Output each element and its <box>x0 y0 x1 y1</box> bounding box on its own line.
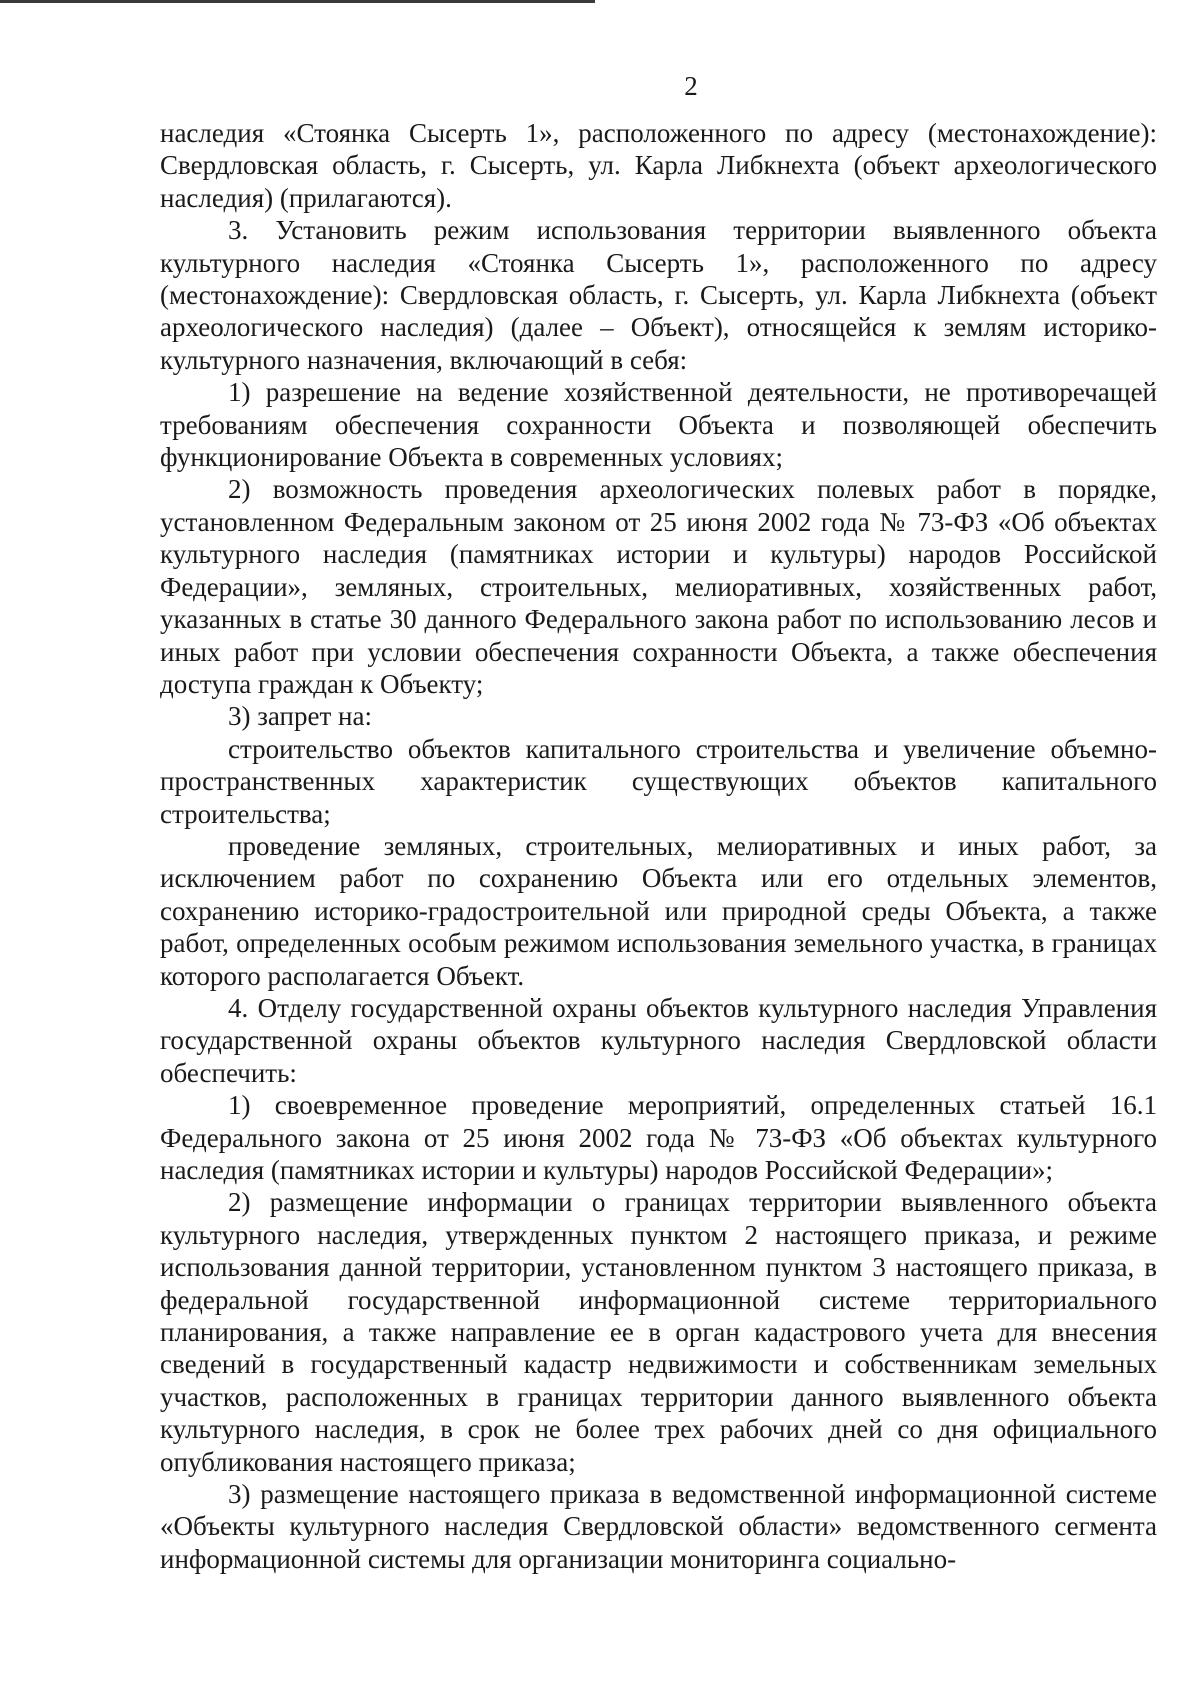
paragraph: 1) разрешение на ведение хозяйственной деятельности, не противоречащей требованиям обеспечения сохранности Объекта и позволяющей обеспечить функционирование Объекта в современных условиях; <box>160 377 1157 473</box>
paragraph: 2) размещение информации о границах территории выявленного объекта культурного наследия, утвержденных пунктом 2 настоящего приказа, и режиме использования данной территории, установленном пунктом 3 настоящего приказа, в федеральной государственной информационной системе территориального планирования, а также направление ее в орган кадастрового учета для внесения сведений в государственный кадастр недвижимости и собственникам земельных участков, расположенных в границах территории данного выявленного объекта культурного наследия, в срок не более трех рабочих дней со дня официального опубликования настоящего приказа; <box>160 1187 1157 1477</box>
document-body <box>160 117 1157 1575</box>
paragraph: строительство объектов капитального строительства и увеличение объемно-пространственных характеристик существующих объектов капитального строительства; <box>160 733 1157 829</box>
paragraph: проведение земляных, строительных, мелиоративных и иных работ, за исключением работ по сохранению Объекта или его отдельных элементов, сохранению историко-градостроительной или природной среды Объекта, а также работ, определенных особым режимом использования земельного участка, в границах которого располагается Объект. <box>160 830 1157 991</box>
paragraph: 1) своевременное проведение мероприятий, определенных статьей 16.1 Федерального закона от 25 июня 2002 года № 73-ФЗ «Об объектах культурного наследия (памятниках истории и культуры) народов Российской Федерации»; <box>160 1090 1157 1185</box>
scan-top-edge-line <box>0 0 595 3</box>
page-number: 2 <box>684 71 698 101</box>
paragraph: 2) возможность проведения археологических полевых работ в порядке, установленном Федеральным законом от 25 июня 2002 года № 73-ФЗ «Об объектах культурного наследия (памятниках истории и культуры) народов Российской Федерации», земляных, строительных, мелиоративных, хозяйственных работ, указанных в статье 30 данного Федерального закона работ по использованию лесов и иных работ при условии обеспечения сохранности Объекта, а также обеспечения доступа граждан к Объекту; <box>160 474 1157 699</box>
paragraph: 3) размещение настоящего приказа в ведомственной информационной системе «Объекты культурного наследия Свердловской области» ведомственного сегмента информационной системы для организации мониторинга социально- <box>160 1479 1157 1574</box>
paragraph: 3) запрет на: <box>228 701 372 732</box>
paragraph: 3. Установить режим использования территории выявленного объекта культурного наследия «Стоянка Сысерть 1», расположенного по адресу (местонахождение): Свердловская область, г. Сысерть, ул. Карла Либкнехта (объект археологического наследия) (далее – Объект), относящейся к землям историко-культурного назначения, включающий в себя: <box>160 215 1157 375</box>
paragraph: наследия «Стоянка Сысерть 1», расположенного по адресу (местонахождение): Свердловская область, г. Сысерть, ул. Карла Либкнехта (объект археологического наследия) (прилагаются). <box>160 118 1157 213</box>
paragraph: 4. Отделу государственной охраны объектов культурного наследия Управления государственной охраны объектов культурного наследия Свердловской области обеспечить: <box>160 992 1157 1088</box>
